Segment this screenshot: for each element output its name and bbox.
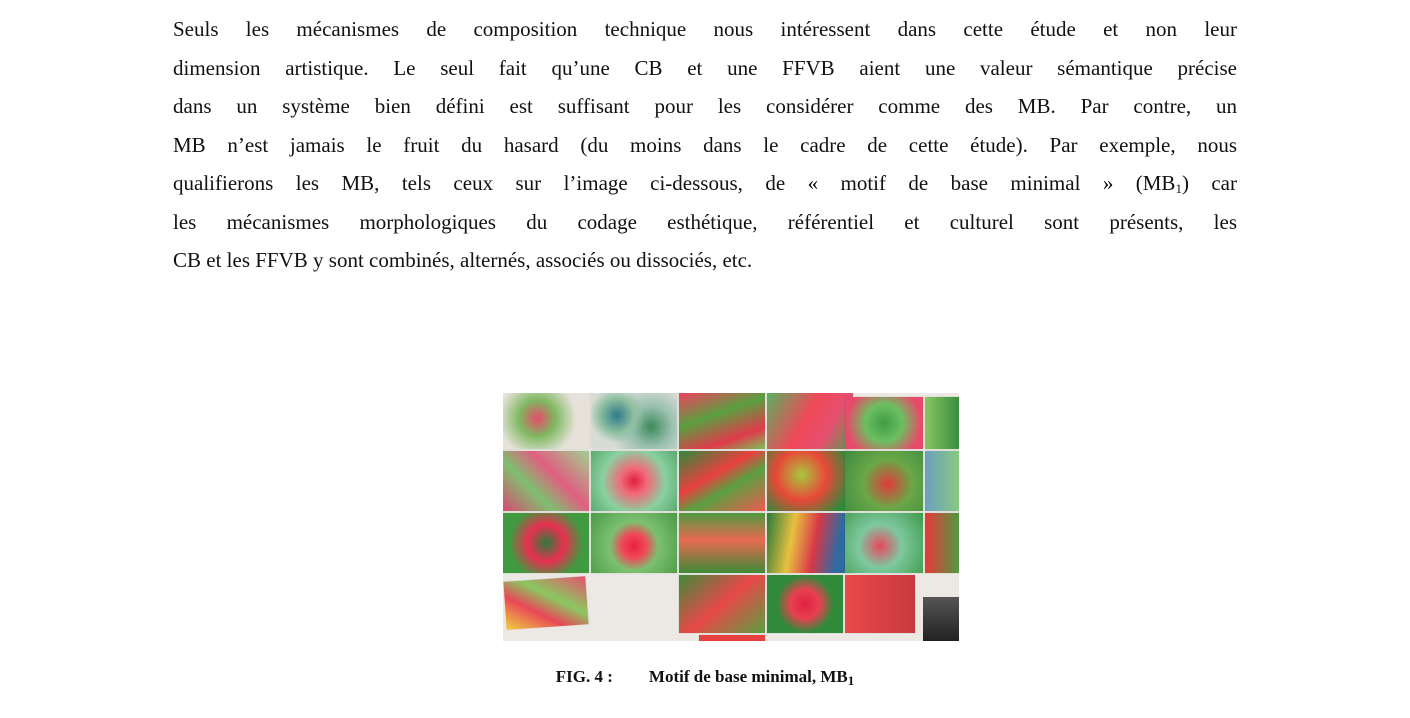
painting: [925, 513, 959, 573]
figure-label: FIG. 4 :: [555, 667, 613, 686]
paragraph-line: Seuls les mécanismes de composition technique nous intéressent dans cette étude et non leur: [173, 17, 1237, 41]
painting: [699, 635, 765, 641]
painting: [591, 513, 677, 573]
painting: [679, 575, 765, 633]
body-paragraph: [173, 10, 1237, 280]
paragraph-line: [173, 164, 1237, 203]
painting: [925, 451, 959, 511]
painting: [845, 451, 923, 511]
figure-caption: [0, 667, 1410, 687]
painting: [845, 513, 923, 573]
paragraph-line: les mécanismes morphologiques du codage esthétique, référentiel et culturel sont présents, les: [173, 209, 1237, 234]
figure-photo: [503, 393, 959, 641]
painting: [767, 513, 853, 573]
subscript: 1: [1175, 181, 1182, 196]
figure-title: Motif de base minimal, MB: [648, 667, 848, 686]
painting: [845, 397, 923, 449]
painting: [679, 513, 765, 573]
paragraph-line: dimension artistique. Le seul fait qu’une CB et une FFVB aient une valeur sémantique précise: [173, 55, 1237, 80]
paragraph-line: MB n’est jamais le fruit du hasard (du moins dans le cadre de cette étude). Par exemple, nous: [173, 132, 1237, 157]
painting: [591, 393, 677, 449]
paragraph-line-tail: ) car: [1181, 171, 1237, 195]
painting: [767, 451, 853, 511]
painting: [767, 575, 843, 633]
paragraph-line: dans un système bien défini est suffisant pour les considérer comme des MB. Par contre, un: [173, 94, 1237, 118]
painting: [503, 513, 589, 573]
paragraph-line-text: qualifierons les MB, tels ceux sur l’image ci-dessous, de « motif de base minimal » (MB: [173, 171, 1176, 195]
figure-title-subscript: 1: [847, 673, 855, 688]
painting: [767, 393, 853, 449]
painting: [503, 451, 589, 511]
painting: [591, 451, 677, 511]
paragraph-line: CB et les FFVB y sont combinés, alternés, associés ou dissociés, etc.: [173, 248, 753, 272]
painting: [503, 576, 588, 630]
painting: [503, 393, 589, 449]
painting: [679, 393, 765, 449]
dark-object: [923, 597, 959, 641]
painting: [845, 575, 915, 633]
painting: [925, 397, 959, 449]
painting: [679, 451, 765, 511]
